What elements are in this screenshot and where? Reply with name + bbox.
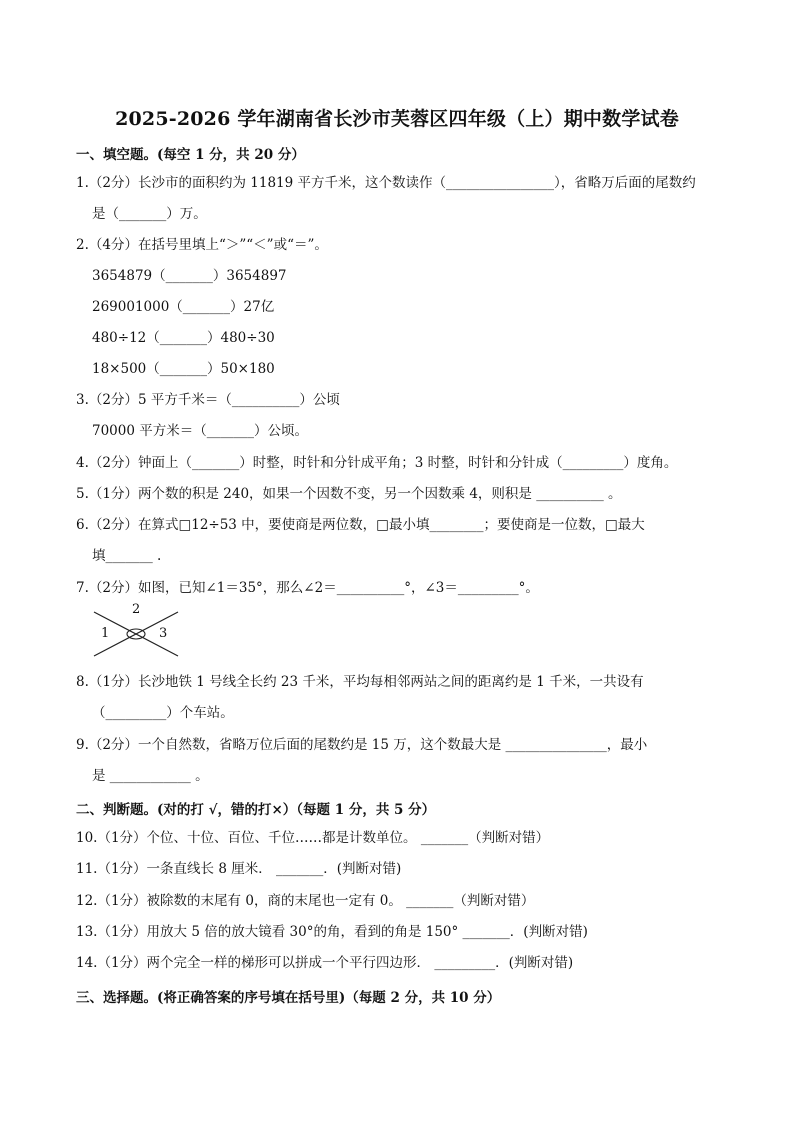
question-3-line-2: 70000 平方米＝（_______）公顷。 bbox=[92, 423, 308, 439]
section-choice-header: 三、选择题。(将正确答案的序号填在括号里)（每题 2 分，共 10 分） bbox=[76, 990, 501, 1006]
angle-figure bbox=[92, 602, 180, 658]
question-14: 14.（1分）两个完全一样的梯形可以拼成一个平行四边形． _________．(判断对错) bbox=[76, 955, 574, 971]
question-2-item-d: 18×500（_______）50×180 bbox=[92, 361, 275, 377]
question-6-line-1: 6.（2分）在算式□12÷53 中，要使商是两位数，□最小填________；要使商是一位数，□最大 bbox=[76, 517, 645, 533]
question-9-line-2: 是 ____________ 。 bbox=[92, 768, 209, 784]
section-judgment-header: 二、判断题。(对的打 √，错的打×）（每题 1 分，共 5 分） bbox=[76, 802, 436, 818]
angle-1-label: 1 bbox=[101, 626, 110, 641]
angle-2-label: 2 bbox=[132, 602, 141, 617]
section-fill-in-header: 一、填空题。(每空 1 分，共 20 分） bbox=[76, 147, 305, 163]
question-2-item-b: 269001000（_______）27亿 bbox=[92, 299, 275, 315]
page-title: 2025-2026 学年湖南省长沙市芙蓉区四年级（上）期中数学试卷 bbox=[115, 108, 679, 130]
question-11: 11.（1分）一条直线长 8 厘米． _______．(判断对错) bbox=[76, 861, 402, 877]
question-9-line-1: 9.（2分）一个自然数，省略万位后面的尾数约是 15 万，这个数最大是 _______________，最小 bbox=[76, 737, 648, 753]
question-2: 2.（4分）在括号里填上“＞”“＜”或“＝”。 bbox=[76, 237, 328, 253]
question-2-item-c: 480÷12（_______）480÷30 bbox=[92, 330, 275, 346]
question-3-line-1: 3.（2分）5 平方千米＝（__________）公顷 bbox=[76, 392, 340, 408]
question-8-line-2: （_________）个车站。 bbox=[92, 705, 234, 721]
question-10: 10.（1分）个位、十位、百位、千位……都是计数单位。 _______（判断对错） bbox=[76, 830, 550, 846]
question-4: 4.（2分）钟面上（_______）时整，时针和分针成平角；3 时整，时针和分针成（_________）度角。 bbox=[76, 455, 678, 471]
question-8-line-1: 8.（1分）长沙地铁 1 号线全长约 23 千米，平均每相邻两站之间的距离约是 1 千米，一共设有 bbox=[76, 674, 644, 690]
question-6-line-2: 填_______ . bbox=[92, 548, 162, 564]
question-7: 7.（2分）如图，已知∠1＝35°，那么∠2＝__________°，∠3＝_________°。 bbox=[76, 580, 539, 596]
question-13: 13.（1分）用放大 5 倍的放大镜看 30°的角，看到的角是 150° _______．(判断对错) bbox=[76, 924, 588, 940]
question-2-item-a: 3654879（_______）3654897 bbox=[92, 268, 287, 284]
question-12: 12.（1分）被除数的末尾有 0，商的末尾也一定有 0。 _______（判断对错） bbox=[76, 893, 535, 909]
question-1-line-1: 1.（2分）长沙市的面积约为 11819 平方千米，这个数读作（________________），省略万后面的尾数约 bbox=[76, 175, 696, 191]
question-5: 5.（1分）两个数的积是 240，如果一个因数不变，另一个因数乘 4，则积是 __________ 。 bbox=[76, 486, 622, 502]
question-1-line-2: 是（_______）万。 bbox=[92, 206, 207, 222]
angle-3-label: 3 bbox=[159, 626, 168, 641]
